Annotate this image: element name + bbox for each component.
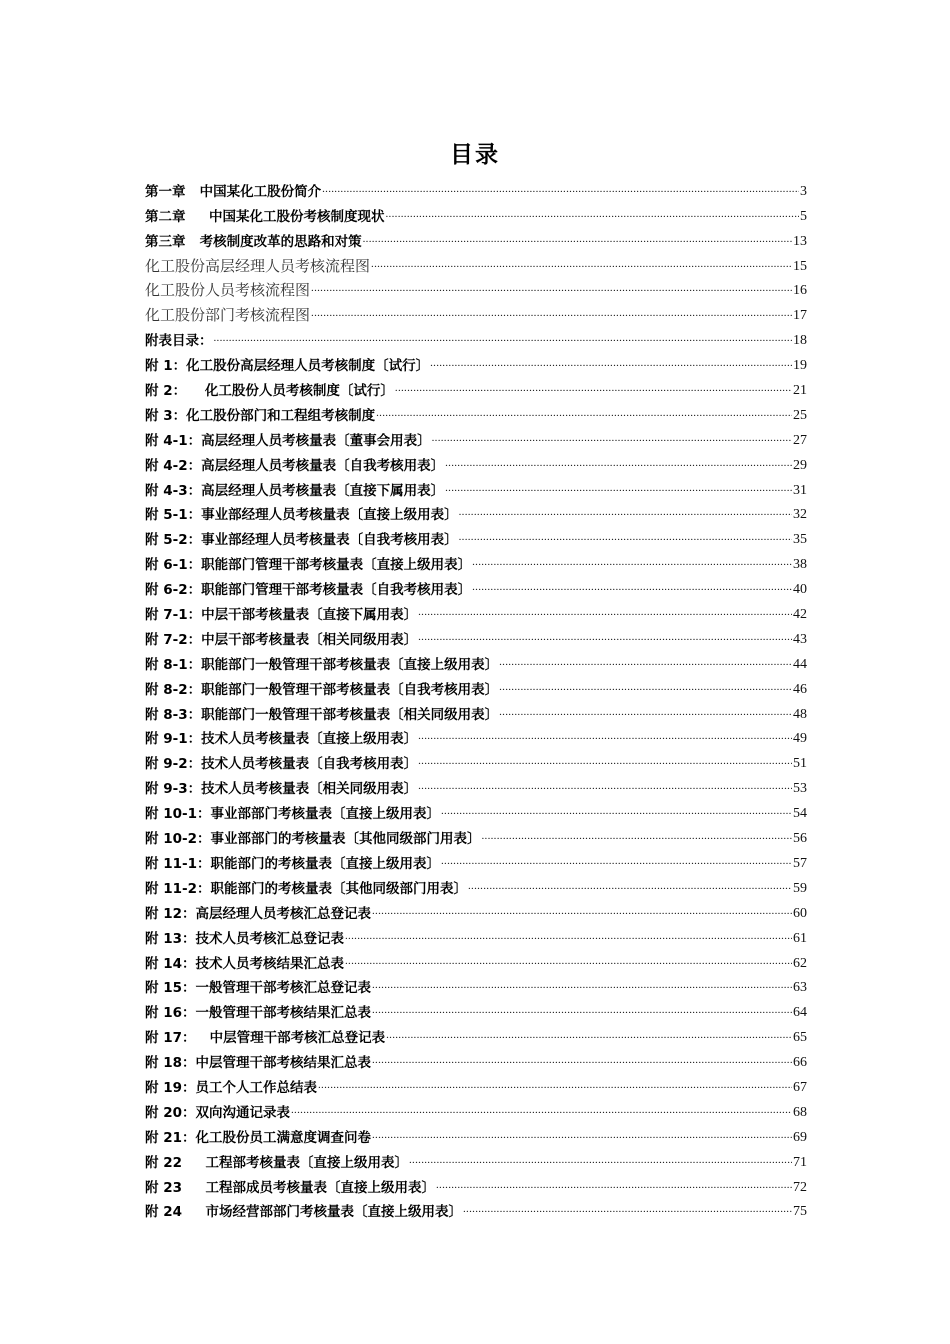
- toc-entry-text: 附 14：技术人员考核结果汇总表: [145, 955, 344, 972]
- toc-leader-dots: [372, 902, 792, 920]
- toc-entry[interactable]: [145, 624, 807, 649]
- toc-entry-page: 29: [793, 457, 807, 473]
- toc-entry-text: 附 9-3：技术人员考核量表〔相关同级用表〕: [145, 781, 418, 798]
- toc-entry[interactable]: [145, 1197, 807, 1222]
- toc-entry-page: 35: [793, 532, 807, 548]
- toc-entry-page: 31: [793, 482, 807, 498]
- toc-leader-dots: [311, 304, 792, 322]
- toc-leader-dots: [472, 578, 792, 596]
- toc-entry-text: 附 15：一般管理干部考核汇总登记表: [145, 980, 371, 997]
- toc-entry-page: 51: [793, 756, 807, 772]
- toc-entry-text: 附 4-3：高层经理人员考核量表〔直接下属用表〕: [145, 482, 445, 499]
- toc-leader-dots: [468, 877, 792, 895]
- toc-entry[interactable]: [145, 251, 807, 276]
- toc-entry-page: 64: [793, 1005, 807, 1021]
- toc-leader-dots: [345, 952, 792, 970]
- toc-entry-text: 附 4-2：高层经理人员考核量表〔自我考核用表〕: [145, 457, 445, 474]
- toc-entry[interactable]: [145, 375, 807, 400]
- toc-leader-dots: [372, 1126, 792, 1144]
- toc-entry-text: 附 2： 化工股份人员考核制度〔试行〕: [145, 383, 394, 400]
- toc-leader-dots: [430, 354, 792, 372]
- toc-entry-text: 附 7-1：中层干部考核量表〔直接下属用表〕: [145, 607, 418, 624]
- toc-leader-dots: [311, 279, 792, 297]
- toc-leader-dots: [371, 255, 792, 273]
- toc-entry-text: 附 21：化工股份员工满意度调查问卷: [145, 1129, 371, 1146]
- toc-entry[interactable]: [145, 923, 807, 948]
- toc-entry-text: 化工股份部门考核流程图: [145, 308, 311, 325]
- toc-leader-dots: [499, 703, 792, 721]
- toc-leader-dots: [345, 927, 792, 945]
- toc-entry-page: 16: [793, 283, 807, 299]
- toc-entry-page: 63: [793, 980, 807, 996]
- toc-title: 目录: [450, 142, 500, 168]
- toc-leader-dots: [214, 329, 793, 347]
- toc-entry[interactable]: [145, 699, 807, 724]
- toc-leader-dots: [418, 603, 792, 621]
- toc-leader-dots: [499, 653, 792, 671]
- toc-entry-text: 第一章 中国某化工股份简介: [145, 183, 322, 200]
- toc-entry-page: 17: [793, 308, 807, 324]
- toc-entry-page: 60: [793, 905, 807, 921]
- toc-entry[interactable]: [145, 1122, 807, 1147]
- toc-entry-page: 71: [793, 1154, 807, 1170]
- toc-entry-page: 67: [793, 1079, 807, 1095]
- toc-entry-text: 附 16：一般管理干部考核结果汇总表: [145, 1005, 371, 1022]
- toc-entry-text: 附 12：高层经理人员考核汇总登记表: [145, 905, 371, 922]
- toc-entry-text: 化工股份人员考核流程图: [145, 283, 311, 300]
- toc-entry[interactable]: [145, 798, 807, 823]
- toc-entry-text: 附 22 工程部考核量表〔直接上级用表〕: [145, 1154, 408, 1171]
- toc-entry[interactable]: [145, 1172, 807, 1197]
- toc-leader-dots: [318, 1076, 792, 1094]
- toc-entry-text: 附 11-2：职能部门的考核量表〔其他同级部门用表〕: [145, 880, 467, 897]
- toc-entry-text: 附表目录：: [145, 333, 213, 350]
- toc-entry-page: 43: [793, 631, 807, 647]
- toc-entry-page: 49: [793, 731, 807, 747]
- toc-entry-page: 40: [793, 582, 807, 598]
- toc-entry[interactable]: [145, 948, 807, 973]
- toc-entry-page: 62: [793, 955, 807, 971]
- toc-entry[interactable]: [145, 748, 807, 773]
- toc-leader-dots: [445, 454, 792, 472]
- toc-entry[interactable]: [145, 176, 807, 201]
- toc-entry-text: 附 19：员工个人工作总结表: [145, 1079, 317, 1096]
- toc-entry-text: 附 18：中层管理干部考核结果汇总表: [145, 1055, 371, 1072]
- toc-entry-page: 66: [793, 1055, 807, 1071]
- toc-entry[interactable]: [145, 1147, 807, 1172]
- toc-leader-dots: [291, 1101, 792, 1119]
- toc-entry[interactable]: [145, 400, 807, 425]
- toc-entry-page: 46: [793, 681, 807, 697]
- toc-entry-page: 15: [793, 258, 807, 274]
- toc-entry-text: 附 17： 中层管理干部考核汇总登记表: [145, 1030, 386, 1047]
- toc-entry[interactable]: [145, 475, 807, 500]
- toc-leader-dots: [472, 553, 792, 571]
- toc-entry-page: 68: [793, 1104, 807, 1120]
- toc-entry-page: 61: [793, 930, 807, 946]
- toc-leader-dots: [376, 404, 792, 422]
- toc-entry[interactable]: [145, 1072, 807, 1097]
- toc-entry-text: 第二章 中国某化工股份考核制度现状: [145, 208, 385, 225]
- toc-entry-page: 65: [793, 1030, 807, 1046]
- toc-entry-page: 59: [793, 880, 807, 896]
- toc-entry-text: 化工股份高层经理人员考核流程图: [145, 258, 371, 275]
- toc-leader-dots: [372, 976, 792, 994]
- toc-entry-text: 附 8-1：职能部门一般管理干部考核量表〔直接上级用表〕: [145, 656, 499, 673]
- toc-leader-dots: [386, 1026, 792, 1044]
- toc-entry-text: 附 13：技术人员考核汇总登记表: [145, 930, 344, 947]
- toc-entry-text: 附 6-1：职能部门管理干部考核量表〔直接上级用表〕: [145, 557, 472, 574]
- toc-leader-dots: [322, 180, 799, 198]
- toc-leader-dots: [459, 528, 792, 546]
- toc-leader-dots: [418, 777, 792, 795]
- toc-list: [145, 176, 807, 1221]
- toc-leader-dots: [459, 503, 792, 521]
- toc-entry-text: 附 8-3：职能部门一般管理干部考核量表〔相关同级用表〕: [145, 706, 499, 723]
- toc-entry[interactable]: [145, 524, 807, 549]
- toc-entry-page: 32: [793, 507, 807, 523]
- toc-entry[interactable]: [145, 599, 807, 624]
- toc-entry-page: 48: [793, 706, 807, 722]
- toc-entry-text: 附 8-2：职能部门一般管理干部考核量表〔自我考核用表〕: [145, 681, 499, 698]
- toc-leader-dots: [441, 852, 792, 870]
- toc-entry[interactable]: [145, 549, 807, 574]
- toc-entry-page: 53: [793, 781, 807, 797]
- toc-entry-page: 56: [793, 831, 807, 847]
- toc-entry[interactable]: [145, 276, 807, 301]
- toc-entry-page: 38: [793, 557, 807, 573]
- toc-entry[interactable]: [145, 1097, 807, 1122]
- toc-entry[interactable]: [145, 574, 807, 599]
- toc-entry-page: 54: [793, 806, 807, 822]
- toc-entry[interactable]: [145, 350, 807, 375]
- toc-entry[interactable]: [145, 649, 807, 674]
- toc-entry-page: 57: [793, 855, 807, 871]
- toc-entry[interactable]: [145, 823, 807, 848]
- toc-entry-page: 21: [793, 383, 807, 399]
- toc-entry-page: 19: [793, 358, 807, 374]
- toc-entry-page: 25: [793, 407, 807, 423]
- toc-leader-dots: [418, 752, 792, 770]
- toc-entry[interactable]: [145, 898, 807, 923]
- toc-entry[interactable]: [145, 773, 807, 798]
- toc-entry-text: 附 7-2：中层干部考核量表〔相关同级用表〕: [145, 631, 418, 648]
- toc-entry[interactable]: [145, 450, 807, 475]
- toc-entry[interactable]: [145, 848, 807, 873]
- toc-entry-page: 27: [793, 432, 807, 448]
- toc-entry-text: 附 9-1：技术人员考核量表〔直接上级用表〕: [145, 731, 418, 748]
- toc-entry[interactable]: [145, 300, 807, 325]
- toc-leader-dots: [372, 1001, 792, 1019]
- toc-leader-dots: [441, 802, 792, 820]
- toc-entry-page: 75: [793, 1204, 807, 1220]
- toc-leader-dots: [418, 628, 792, 646]
- toc-entry-page: 44: [793, 656, 807, 672]
- toc-leader-dots: [418, 727, 792, 745]
- toc-entry-page: 69: [793, 1129, 807, 1145]
- toc-entry-text: 附 3：化工股份部门和工程组考核制度: [145, 407, 376, 424]
- toc-entry[interactable]: [145, 325, 807, 350]
- toc-leader-dots: [395, 379, 792, 397]
- toc-entry-text: 附 4-1：高层经理人员考核量表〔董事会用表〕: [145, 432, 431, 449]
- toc-entry-page: 42: [793, 607, 807, 623]
- toc-entry-text: 附 5-1：事业部经理人员考核量表〔直接上级用表〕: [145, 507, 458, 524]
- toc-entry[interactable]: [145, 226, 807, 251]
- toc-entry[interactable]: [145, 997, 807, 1022]
- toc-entry[interactable]: [145, 973, 807, 998]
- toc-leader-dots: [481, 827, 792, 845]
- toc-entry-text: 第三章 考核制度改革的思路和对策: [145, 233, 362, 250]
- toc-entry-page: 18: [793, 333, 807, 349]
- toc-leader-dots: [432, 429, 792, 447]
- toc-entry-page: 5: [800, 208, 807, 224]
- toc-entry-text: 附 10-2：事业部部门的考核量表〔其他同级部门用表〕: [145, 831, 481, 848]
- toc-entry-page: 72: [793, 1179, 807, 1195]
- toc-leader-dots: [363, 230, 792, 248]
- toc-entry[interactable]: [145, 201, 807, 226]
- toc-leader-dots: [409, 1151, 792, 1169]
- toc-entry[interactable]: [145, 674, 807, 699]
- toc-entry-text: 附 11-1：职能部门的考核量表〔直接上级用表〕: [145, 855, 440, 872]
- toc-entry-text: 附 24 市场经营部部门考核量表〔直接上级用表〕: [145, 1204, 462, 1221]
- toc-entry[interactable]: [145, 1047, 807, 1072]
- toc-entry-page: 13: [793, 233, 807, 249]
- toc-entry-text: 附 9-2：技术人员考核量表〔自我考核用表〕: [145, 756, 418, 773]
- toc-entry[interactable]: [145, 873, 807, 898]
- toc-entry-text: 附 6-2：职能部门管理干部考核量表〔自我考核用表〕: [145, 582, 472, 599]
- toc-entry-text: 附 1：化工股份高层经理人员考核制度〔试行〕: [145, 358, 430, 375]
- toc-leader-dots: [372, 1051, 792, 1069]
- toc-entry-page: 3: [800, 183, 807, 199]
- toc-leader-dots: [386, 205, 800, 223]
- toc-entry[interactable]: [145, 1022, 807, 1047]
- toc-entry[interactable]: [145, 425, 807, 450]
- toc-entry-text: 附 20：双向沟通记录表: [145, 1104, 290, 1121]
- toc-leader-dots: [436, 1176, 792, 1194]
- toc-entry-text: 附 5-2：事业部经理人员考核量表〔自我考核用表〕: [145, 532, 458, 549]
- toc-leader-dots: [499, 678, 792, 696]
- toc-entry[interactable]: [145, 500, 807, 525]
- toc-leader-dots: [463, 1200, 792, 1218]
- toc-entry-text: 附 23 工程部成员考核量表〔直接上级用表〕: [145, 1179, 435, 1196]
- toc-leader-dots: [445, 479, 792, 497]
- toc-entry-text: 附 10-1：事业部部门考核量表〔直接上级用表〕: [145, 806, 440, 823]
- toc-entry[interactable]: [145, 724, 807, 749]
